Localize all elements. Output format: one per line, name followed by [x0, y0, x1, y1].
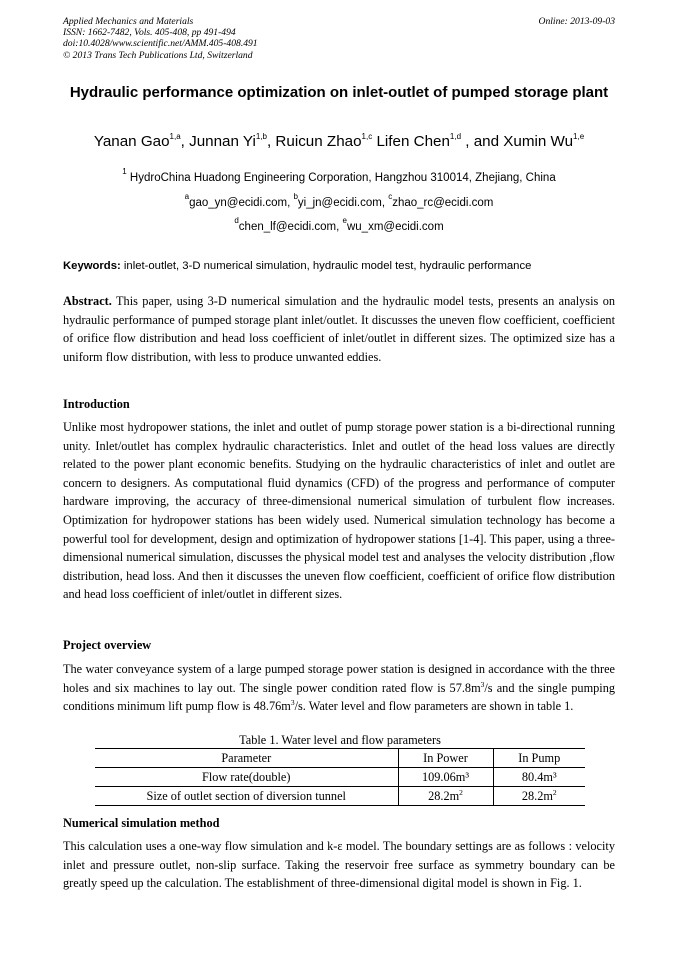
table-caption: Table 1. Water level and flow parameters [239, 733, 441, 747]
journal-header [63, 16, 615, 61]
author-sup: 1,d [449, 132, 462, 141]
numerical-simulation-paragraph: This calculation uses a one-way flow simulation and k-ε model. The boundary settings are as follows : velocity inlet and pressure outlet, non-slip surface. Taking the reservoir free surface as symmetry boundary can be greatly speed up the calculation. The establishment of three-dimensional digital model is shown in Fig. 1. [63, 839, 615, 891]
author-name: Lifen Chen [376, 133, 450, 150]
author [275, 133, 372, 150]
table-cell: $28.2m^2$ [493, 787, 585, 806]
paper-title: Hydraulic performance optimization on inlet-outlet of pumped storage plant [69, 84, 609, 101]
table-cell: 80.4m³ [493, 768, 585, 787]
doi-line: doi:10.4028/www.scientific.net/AMM.405-408.491 [63, 38, 258, 50]
copyright-line: © 2013 Trans Tech Publications Ltd, Switzerland [63, 49, 253, 61]
author-sup: 1,c [361, 132, 373, 141]
table-header-row [95, 749, 585, 768]
author [94, 133, 181, 150]
author [503, 133, 584, 150]
author-name: Ruicun Zhao [275, 133, 362, 150]
affiliation-text: HydroChina Huadong Engineering Corporation, Hangzhou 310014, Zhejiang, China [129, 172, 556, 184]
table-row [95, 768, 585, 787]
table-header-cell: In Pump [493, 749, 585, 768]
keywords-label: Keywords: [63, 260, 121, 272]
author-list: Yanan Gao$^{1,a}$, Junnan Yi$^{1,b}$, Ruicun Zhao$^{1,c}$ Lifen Chen$^{1,d}$ , and Xumin Wu$^{1,e}$ [93, 132, 585, 150]
author-name: Yanan Gao [93, 133, 170, 150]
table-cell: 109.06m³ [398, 768, 493, 787]
keywords [63, 259, 623, 273]
table-cell: Size of outlet section of diversion tunnel [95, 787, 398, 806]
section-heading-introduction: Introduction [63, 397, 130, 411]
section-heading-project-overview: Project overview [63, 638, 152, 652]
affiliation [40, 167, 638, 185]
online-date: Online: 2013-09-03 [538, 16, 615, 27]
journal-name: Applied Mechanics and Materials [63, 16, 194, 27]
table-cell: Flow rate(double) [95, 768, 398, 787]
abstract-text: This paper, using 3-D numerical simulation and the hydraulic model tests, presents an analysis on hydraulic performance of pumped storage plant inlet/outlet. It discusses the uneven flow coefficient, coefficient of orifice flow distribution and head loss coefficient of inlet/outlet in different sizes. The optimized size has a uniform flow distribution, with less to produce unwanted eddies. [63, 294, 615, 364]
email-address[interactable]: zhao_rc@ecidi.com [392, 197, 494, 209]
email-line: $^a$gao_yn@ecidi.com, $^b$yi_jn@ecidi.com, $^c$zhao_rc@ecidi.com [184, 192, 494, 209]
table-cell: $28.2m^2$ [398, 787, 493, 806]
issn-line: ISSN: 1662-7482, Vols. 405-408, pp 491-494 [63, 27, 236, 39]
author [189, 133, 267, 150]
email-line: $^d$chen_lf@ecidi.com, $^e$wu_xm@ecidi.com [234, 216, 444, 233]
introduction-paragraph: Unlike most hydropower stations, the inlet and outlet of pump storage power station is a bi-directional running unity. Inlet/outlet has complex hydraulic characteristics. Inlet and outlet of the head loss values are directly related to the power plant economic benefits. Studying on the hydraulic characteristics of inlet and outlet are concern to designers. As computational fluid dynamics (CFD) of the progress and performance of computer hardware improving, the accuracy of three-dimensional numerical simulation of turbulent flow increases. Optimization for hydropower stations has been widely used. Numerical simulation technology has become a powerful tool for development, design and optimization of hydropower stations [1-4]. This paper, using a three-dimensional numerical simulation, discusses the physical model test and analyses the velocity distribution ,flow distribution, head loss. And then it discusses the uneven flow coefficient, coefficient of orifice flow distribution and head loss coefficient of inlet/outlet in different sizes. [63, 420, 615, 602]
section-heading-numerical-simulation: Numerical simulation method [63, 816, 220, 830]
author-name: Xumin Wu [503, 133, 574, 150]
parameters-table [95, 748, 585, 806]
project-overview-paragraph: The water conveyance system of a large pumped storage power station is designed in accordance with the three holes and six machines to lay out. The single power condition rated flow is $57.8m^3/s$ and the single pumping conditions minimum lift pump flow is $48.76m^3/s$. Water level and flow parameters are shown in table 1. [63, 662, 616, 714]
table-header-cell: In Power [398, 749, 493, 768]
email-address[interactable]: gao_yn@ecidi.com [189, 197, 288, 209]
author-name: Junnan Yi [189, 133, 256, 150]
affiliation-sup: 1 [122, 167, 127, 176]
email-address[interactable]: chen_lf@ecidi.com [238, 221, 337, 233]
abstract [63, 292, 615, 366]
table-header-cell: Parameter [95, 749, 398, 768]
email-address[interactable]: wu_xm@ecidi.com [346, 221, 444, 233]
author-sup: 1,b [255, 132, 267, 141]
author [376, 133, 461, 150]
author-sup: 1,e [573, 132, 585, 141]
abstract-label: Abstract. [63, 294, 112, 308]
keywords-text: inlet-outlet, 3-D numerical simulation, hydraulic model test, hydraulic performance [123, 260, 532, 272]
email-address[interactable]: yi_jn@ecidi.com [297, 197, 382, 209]
table-row [95, 787, 585, 806]
author-sup: 1,a [169, 132, 181, 141]
